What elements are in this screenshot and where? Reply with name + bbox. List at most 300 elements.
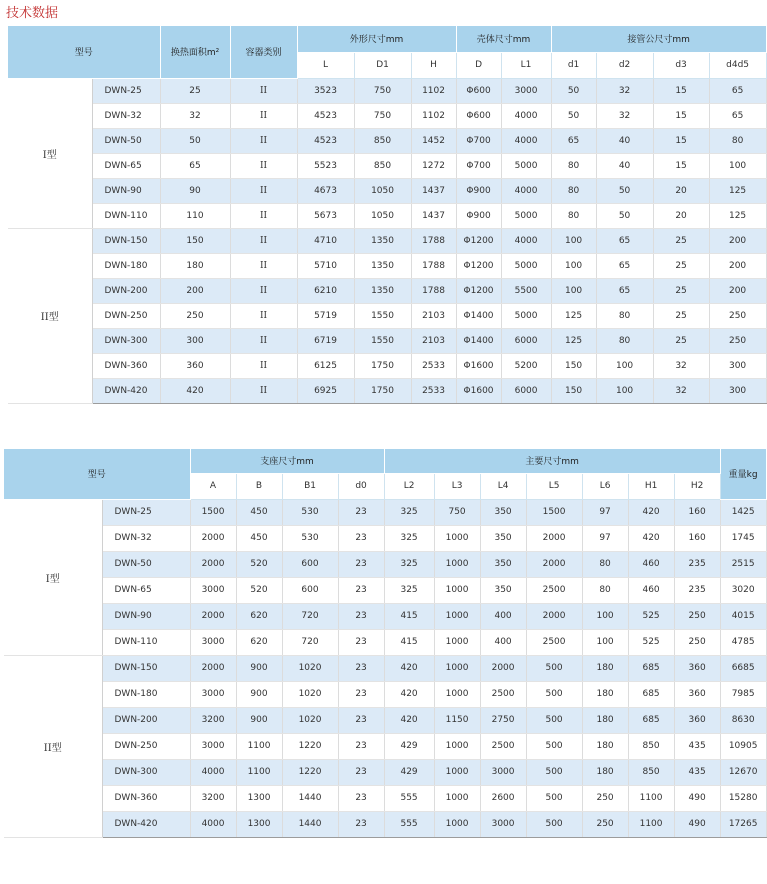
data-cell: 2515	[720, 551, 766, 577]
table-row	[8, 253, 766, 278]
data-cell: 5673	[297, 203, 354, 228]
table-row	[8, 303, 766, 328]
data-cell: 1000	[434, 629, 480, 655]
model-cell: DWN-150	[92, 228, 160, 253]
table-row	[4, 499, 766, 525]
header-H1: H1	[628, 473, 674, 499]
data-cell: 1000	[434, 525, 480, 551]
data-cell: 23	[338, 525, 384, 551]
data-cell: 25	[160, 78, 230, 103]
data-cell: II	[230, 203, 297, 228]
data-cell: 6000	[501, 328, 551, 353]
data-cell: 600	[282, 577, 338, 603]
data-cell: 4000	[501, 228, 551, 253]
data-cell: 1102	[411, 103, 456, 128]
data-cell: 7985	[720, 681, 766, 707]
model-cell: DWN-180	[92, 253, 160, 278]
data-cell: 6125	[297, 353, 354, 378]
data-cell: II	[230, 128, 297, 153]
data-cell: 2000	[526, 603, 582, 629]
data-cell: 420	[384, 707, 434, 733]
data-cell: 720	[282, 629, 338, 655]
data-cell: 65	[160, 153, 230, 178]
header-d4d5: d4d5	[709, 52, 766, 78]
data-cell: 100	[582, 603, 628, 629]
data-cell: Φ1600	[456, 353, 501, 378]
data-cell: 360	[160, 353, 230, 378]
data-cell: 555	[384, 785, 434, 811]
data-cell: 80	[551, 178, 596, 203]
data-cell: 1000	[434, 681, 480, 707]
data-cell: 4000	[190, 759, 236, 785]
data-cell: 3000	[480, 759, 526, 785]
data-cell: 32	[653, 353, 709, 378]
data-cell: 1000	[434, 733, 480, 759]
data-cell: 1500	[190, 499, 236, 525]
data-cell: 50	[551, 78, 596, 103]
data-cell: 1440	[282, 811, 338, 837]
data-cell: 525	[628, 629, 674, 655]
data-cell: 450	[236, 525, 282, 551]
data-cell: 65	[709, 103, 766, 128]
header-d0: d0	[338, 473, 384, 499]
data-cell: 435	[674, 759, 720, 785]
data-cell: 200	[709, 253, 766, 278]
data-cell: 3000	[190, 681, 236, 707]
data-cell: 1100	[236, 759, 282, 785]
technical-data-table-1	[8, 26, 767, 404]
data-cell: 180	[582, 655, 628, 681]
data-cell: 1550	[354, 328, 411, 353]
data-cell: 4000	[501, 103, 551, 128]
data-cell: 80	[709, 128, 766, 153]
data-cell: 235	[674, 551, 720, 577]
table-row	[8, 353, 766, 378]
data-cell: Φ700	[456, 153, 501, 178]
data-cell: 65	[596, 228, 653, 253]
data-cell: 600	[282, 551, 338, 577]
data-cell: 1000	[434, 785, 480, 811]
data-cell: 2600	[480, 785, 526, 811]
data-cell: 1550	[354, 303, 411, 328]
data-cell: 15	[653, 153, 709, 178]
data-cell: 620	[236, 629, 282, 655]
data-cell: Φ1400	[456, 328, 501, 353]
data-cell: 23	[338, 707, 384, 733]
model-cell: DWN-90	[92, 178, 160, 203]
data-cell: 1000	[434, 759, 480, 785]
data-cell: 15280	[720, 785, 766, 811]
data-cell: 15	[653, 103, 709, 128]
data-cell: 6685	[720, 655, 766, 681]
data-cell: 5000	[501, 303, 551, 328]
data-cell: 100	[709, 153, 766, 178]
data-cell: 17265	[720, 811, 766, 837]
data-cell: 850	[628, 733, 674, 759]
table2-body	[4, 499, 766, 837]
data-cell: 32	[596, 78, 653, 103]
data-cell: 350	[480, 577, 526, 603]
data-cell: 80	[551, 203, 596, 228]
model-cell: DWN-25	[92, 78, 160, 103]
data-cell: 180	[582, 707, 628, 733]
data-cell: 460	[628, 577, 674, 603]
data-cell: 1220	[282, 733, 338, 759]
page-title: 技术数据	[6, 6, 59, 21]
data-cell: 23	[338, 733, 384, 759]
data-cell: 720	[282, 603, 338, 629]
model-cell: DWN-250	[92, 303, 160, 328]
data-cell: 4710	[297, 228, 354, 253]
data-cell: 6719	[297, 328, 354, 353]
group-label: I型	[4, 499, 102, 655]
data-cell: 2000	[526, 525, 582, 551]
header-category: 容器类别	[230, 26, 297, 78]
data-cell: 5000	[501, 153, 551, 178]
data-cell: 5500	[501, 278, 551, 303]
table-row	[8, 128, 766, 153]
data-cell: 1437	[411, 203, 456, 228]
data-cell: 2500	[480, 681, 526, 707]
table-row	[8, 278, 766, 303]
table-row	[8, 328, 766, 353]
header-L1: L1	[501, 52, 551, 78]
data-cell: 350	[480, 525, 526, 551]
data-cell: 420	[628, 525, 674, 551]
data-cell: 900	[236, 707, 282, 733]
table-row	[8, 178, 766, 203]
data-cell: 300	[709, 378, 766, 403]
model-cell: DWN-200	[92, 278, 160, 303]
data-cell: 5000	[501, 203, 551, 228]
data-cell: 80	[582, 577, 628, 603]
data-cell: 180	[160, 253, 230, 278]
data-cell: 25	[653, 303, 709, 328]
data-cell: 325	[384, 551, 434, 577]
data-cell: 400	[480, 629, 526, 655]
data-cell: 1788	[411, 253, 456, 278]
data-cell: 1102	[411, 78, 456, 103]
data-cell: 2103	[411, 328, 456, 353]
data-cell: 200	[709, 228, 766, 253]
data-cell: 90	[160, 178, 230, 203]
group-label: I型	[8, 78, 92, 228]
header-main-dims: 主要尺寸mm	[384, 449, 720, 473]
data-cell: Φ600	[456, 103, 501, 128]
header-D: D	[456, 52, 501, 78]
data-cell: 1452	[411, 128, 456, 153]
data-cell: 23	[338, 629, 384, 655]
data-cell: 235	[674, 577, 720, 603]
data-cell: 5523	[297, 153, 354, 178]
data-cell: 400	[480, 603, 526, 629]
header-d2: d2	[596, 52, 653, 78]
data-cell: 1788	[411, 228, 456, 253]
data-cell: 500	[526, 733, 582, 759]
data-cell: 1300	[236, 785, 282, 811]
data-cell: 160	[674, 525, 720, 551]
data-cell: 25	[653, 253, 709, 278]
data-cell: 1100	[628, 785, 674, 811]
data-cell: 23	[338, 681, 384, 707]
data-cell: 1750	[354, 353, 411, 378]
data-cell: 200	[709, 278, 766, 303]
data-cell: 300	[160, 328, 230, 353]
data-cell: 1750	[354, 378, 411, 403]
data-cell: 685	[628, 655, 674, 681]
data-cell: II	[230, 228, 297, 253]
data-cell: 125	[709, 178, 766, 203]
model-cell: DWN-50	[102, 551, 190, 577]
data-cell: 1000	[434, 603, 480, 629]
data-cell: 6925	[297, 378, 354, 403]
data-cell: 850	[354, 153, 411, 178]
data-cell: 65	[551, 128, 596, 153]
data-cell: Φ1400	[456, 303, 501, 328]
data-cell: 300	[709, 353, 766, 378]
data-cell: 1272	[411, 153, 456, 178]
data-cell: 2500	[526, 577, 582, 603]
data-cell: II	[230, 378, 297, 403]
data-cell: 65	[596, 253, 653, 278]
data-cell: 685	[628, 707, 674, 733]
data-cell: 250	[709, 303, 766, 328]
data-cell: II	[230, 78, 297, 103]
data-cell: 50	[551, 103, 596, 128]
data-cell: 415	[384, 603, 434, 629]
header-L5: L5	[526, 473, 582, 499]
table-row	[4, 811, 766, 837]
model-cell: DWN-250	[102, 733, 190, 759]
data-cell: II	[230, 353, 297, 378]
data-cell: 110	[160, 203, 230, 228]
data-cell: 900	[236, 681, 282, 707]
data-cell: 420	[384, 655, 434, 681]
header-L6: L6	[582, 473, 628, 499]
data-cell: 65	[596, 278, 653, 303]
data-cell: 15	[653, 78, 709, 103]
data-cell: Φ1200	[456, 278, 501, 303]
data-cell: 80	[596, 303, 653, 328]
table1-body	[8, 78, 766, 403]
data-cell: 1440	[282, 785, 338, 811]
data-cell: 1100	[236, 733, 282, 759]
data-cell: 450	[236, 499, 282, 525]
table-row	[8, 78, 766, 103]
data-cell: 3200	[190, 785, 236, 811]
model-cell: DWN-420	[92, 378, 160, 403]
model-cell: DWN-150	[102, 655, 190, 681]
data-cell: 360	[674, 707, 720, 733]
data-cell: Φ900	[456, 178, 501, 203]
data-cell: 23	[338, 551, 384, 577]
data-cell: 25	[653, 328, 709, 353]
model-cell: DWN-65	[92, 153, 160, 178]
header-nozzle-dims: 接管公尺寸mm	[551, 26, 766, 52]
model-cell: DWN-110	[102, 629, 190, 655]
data-cell: 250	[674, 629, 720, 655]
data-cell: 435	[674, 733, 720, 759]
data-cell: 25	[653, 228, 709, 253]
data-cell: 5719	[297, 303, 354, 328]
table-row	[4, 629, 766, 655]
data-cell: 23	[338, 603, 384, 629]
model-cell: DWN-90	[102, 603, 190, 629]
data-cell: II	[230, 303, 297, 328]
data-cell: 429	[384, 759, 434, 785]
data-cell: 5200	[501, 353, 551, 378]
data-cell: 1000	[434, 811, 480, 837]
table-row	[8, 203, 766, 228]
data-cell: 4523	[297, 103, 354, 128]
header-support-dims: 支座尺寸mm	[190, 449, 384, 473]
data-cell: 1000	[434, 655, 480, 681]
data-cell: 555	[384, 811, 434, 837]
data-cell: 8630	[720, 707, 766, 733]
data-cell: 15	[653, 128, 709, 153]
data-cell: 1020	[282, 655, 338, 681]
data-cell: 3000	[190, 733, 236, 759]
data-cell: 125	[551, 328, 596, 353]
table-row	[4, 733, 766, 759]
table-row	[4, 655, 766, 681]
data-cell: 1050	[354, 203, 411, 228]
data-cell: Φ600	[456, 78, 501, 103]
data-cell: 360	[674, 655, 720, 681]
header-L: L	[297, 52, 354, 78]
data-cell: 1350	[354, 228, 411, 253]
group-label: II型	[4, 655, 102, 837]
data-cell: 23	[338, 759, 384, 785]
data-cell: 325	[384, 525, 434, 551]
header-weight: 重量kg	[720, 449, 766, 499]
data-cell: 460	[628, 551, 674, 577]
data-cell: 250	[709, 328, 766, 353]
data-cell: 5000	[501, 253, 551, 278]
data-cell: 100	[596, 378, 653, 403]
data-cell: 50	[596, 178, 653, 203]
data-cell: 490	[674, 811, 720, 837]
data-cell: 530	[282, 525, 338, 551]
data-cell: 160	[674, 499, 720, 525]
data-cell: 23	[338, 577, 384, 603]
data-cell: 2000	[190, 525, 236, 551]
data-cell: 100	[551, 278, 596, 303]
data-cell: II	[230, 278, 297, 303]
data-cell: 2533	[411, 353, 456, 378]
data-cell: 1300	[236, 811, 282, 837]
header-D1: D1	[354, 52, 411, 78]
data-cell: 850	[628, 759, 674, 785]
data-cell: 415	[384, 629, 434, 655]
table-row	[4, 577, 766, 603]
data-cell: II	[230, 103, 297, 128]
data-cell: 3020	[720, 577, 766, 603]
data-cell: 3523	[297, 78, 354, 103]
data-cell: 40	[596, 128, 653, 153]
data-cell: 2000	[190, 603, 236, 629]
header-B1: B1	[282, 473, 338, 499]
table-row	[8, 153, 766, 178]
data-cell: 530	[282, 499, 338, 525]
data-cell: 3000	[480, 811, 526, 837]
data-cell: 1100	[628, 811, 674, 837]
data-cell: 420	[384, 681, 434, 707]
model-cell: DWN-32	[92, 103, 160, 128]
data-cell: 525	[628, 603, 674, 629]
data-cell: 150	[551, 353, 596, 378]
data-cell: 500	[526, 681, 582, 707]
data-cell: 500	[526, 655, 582, 681]
data-cell: 250	[582, 785, 628, 811]
data-cell: 490	[674, 785, 720, 811]
data-cell: 3000	[190, 629, 236, 655]
data-cell: II	[230, 153, 297, 178]
data-cell: 4000	[501, 178, 551, 203]
data-cell: 1500	[526, 499, 582, 525]
data-cell: 150	[551, 378, 596, 403]
table-row	[8, 103, 766, 128]
header-B: B	[236, 473, 282, 499]
data-cell: 5710	[297, 253, 354, 278]
data-cell: 900	[236, 655, 282, 681]
data-cell: 40	[596, 153, 653, 178]
data-cell: 750	[354, 78, 411, 103]
data-cell: 2103	[411, 303, 456, 328]
data-cell: 500	[526, 759, 582, 785]
data-cell: 23	[338, 499, 384, 525]
data-cell: 180	[582, 681, 628, 707]
technical-data-table-2	[4, 449, 767, 838]
data-cell: 80	[551, 153, 596, 178]
data-cell: 100	[582, 629, 628, 655]
data-cell: 180	[582, 733, 628, 759]
model-cell: DWN-200	[102, 707, 190, 733]
data-cell: 1000	[434, 551, 480, 577]
data-cell: 97	[582, 525, 628, 551]
data-cell: 1150	[434, 707, 480, 733]
data-cell: 100	[551, 228, 596, 253]
data-cell: 4000	[190, 811, 236, 837]
data-cell: Φ1200	[456, 253, 501, 278]
data-cell: 200	[160, 278, 230, 303]
data-cell: 25	[653, 278, 709, 303]
data-cell: 1020	[282, 681, 338, 707]
data-cell: 80	[596, 328, 653, 353]
data-cell: 150	[160, 228, 230, 253]
data-cell: 1050	[354, 178, 411, 203]
data-cell: 2000	[190, 655, 236, 681]
data-cell: 500	[526, 707, 582, 733]
header-L3: L3	[434, 473, 480, 499]
data-cell: 500	[526, 785, 582, 811]
data-cell: 97	[582, 499, 628, 525]
data-cell: Φ700	[456, 128, 501, 153]
header-L4: L4	[480, 473, 526, 499]
data-cell: 2000	[190, 551, 236, 577]
model-cell: DWN-300	[102, 759, 190, 785]
data-cell: 32	[653, 378, 709, 403]
table-row	[4, 785, 766, 811]
header-model: 型号	[8, 26, 160, 78]
data-cell: 1350	[354, 278, 411, 303]
data-cell: 420	[160, 378, 230, 403]
model-cell: DWN-360	[102, 785, 190, 811]
data-cell: 32	[596, 103, 653, 128]
table-row	[4, 525, 766, 551]
model-cell: DWN-25	[102, 499, 190, 525]
data-cell: 100	[596, 353, 653, 378]
